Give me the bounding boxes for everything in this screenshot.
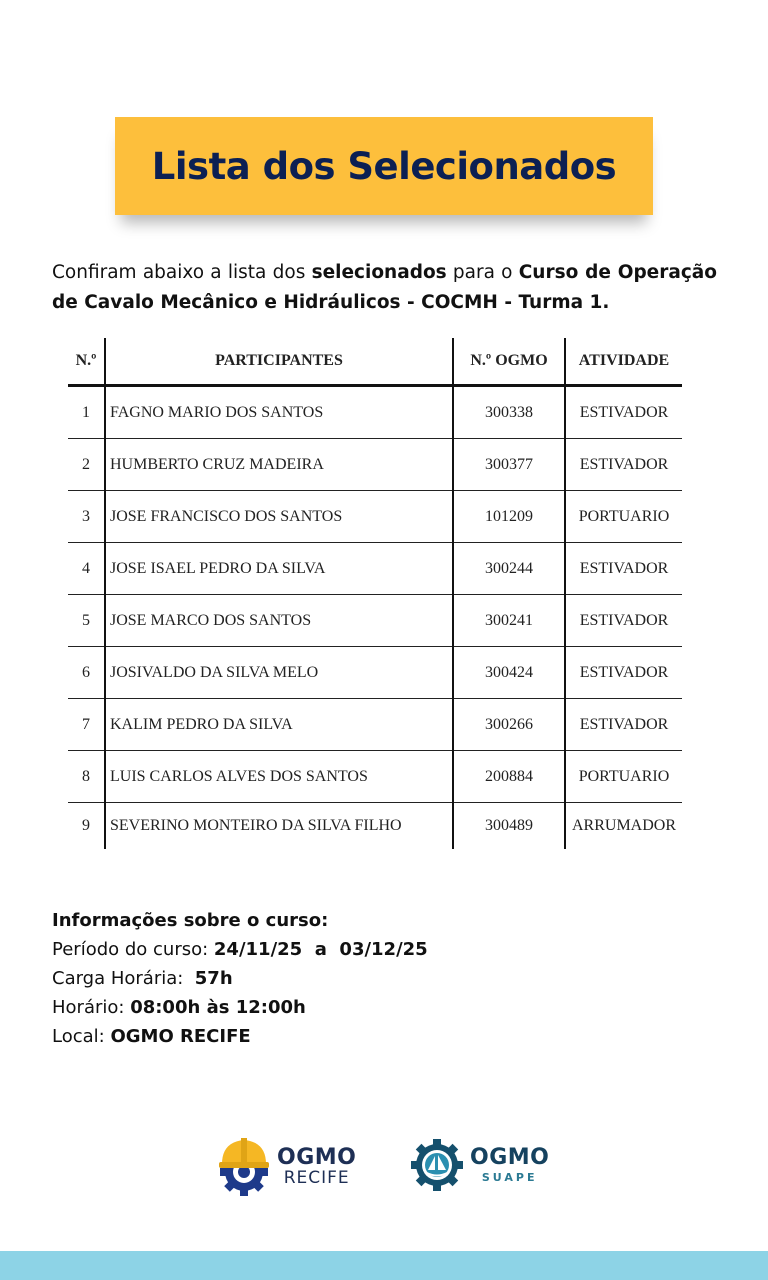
row-name: KALIM PEDRO DA SILVA xyxy=(105,699,453,751)
row-num: 1 xyxy=(68,386,105,439)
ogmo-suape-sub: SUAPE xyxy=(481,1171,538,1184)
row-activity: ESTIVADOR xyxy=(565,595,682,647)
table-row xyxy=(68,751,682,803)
periodo-value: 24/11/25 a 03/12/25 xyxy=(213,939,428,960)
row-activity: PORTUARIO xyxy=(565,491,682,543)
table-row xyxy=(68,647,682,699)
row-activity: ESTIVADOR xyxy=(565,439,682,491)
header-participants: PARTICIPANTES xyxy=(105,338,453,386)
header-ogmo: N.º OGMO xyxy=(453,338,565,386)
horario-value: 08:00h às 12:00h xyxy=(130,997,306,1018)
participants-table xyxy=(68,338,682,849)
ogmo-suape-name: OGMO xyxy=(470,1145,550,1170)
row-name: SEVERINO MONTEIRO DA SILVA FILHO xyxy=(105,803,453,850)
ogmo-recife-wordmark xyxy=(277,1147,356,1187)
row-activity: PORTUARIO xyxy=(565,751,682,803)
row-name: HUMBERTO CRUZ MADEIRA xyxy=(105,439,453,491)
row-num: 2 xyxy=(68,439,105,491)
course-info xyxy=(52,906,428,1051)
table-row xyxy=(68,543,682,595)
table-row xyxy=(68,595,682,647)
ogmo-recife-logo xyxy=(217,1135,356,1199)
table-row xyxy=(68,699,682,751)
periodo-label: Período do curso: xyxy=(52,939,214,960)
header-activity: ATIVIDADE xyxy=(565,338,682,386)
row-num: 9 xyxy=(68,803,105,850)
info-heading: Informações sobre o curso: xyxy=(52,910,329,931)
intro-text-2: para o xyxy=(446,262,519,283)
table-row xyxy=(68,491,682,543)
intro-paragraph xyxy=(52,258,717,318)
intro-text-1: Confiram abaixo a lista dos xyxy=(52,262,312,283)
row-ogmo: 300489 xyxy=(453,803,565,850)
row-ogmo: 101209 xyxy=(453,491,565,543)
bottom-bar xyxy=(0,1251,768,1280)
carga-label: Carga Horária: xyxy=(52,968,195,989)
ogmo-suape-logo xyxy=(410,1135,549,1199)
ogmo-recife-sub: RECIFE xyxy=(283,1168,350,1188)
row-name: JOSE FRANCISCO DOS SANTOS xyxy=(105,491,453,543)
row-num: 5 xyxy=(68,595,105,647)
row-name: JOSE MARCO DOS SANTOS xyxy=(105,595,453,647)
row-num: 3 xyxy=(68,491,105,543)
row-num: 7 xyxy=(68,699,105,751)
row-name: JOSE ISAEL PEDRO DA SILVA xyxy=(105,543,453,595)
local-label: Local: xyxy=(52,1026,111,1047)
row-name: JOSIVALDO DA SILVA MELO xyxy=(105,647,453,699)
footer-logos xyxy=(0,1135,768,1205)
table-row xyxy=(68,386,682,439)
carga-value: 57h xyxy=(194,968,233,989)
hardhat-gear-icon xyxy=(217,1134,271,1201)
row-activity: ESTIVADOR xyxy=(565,386,682,439)
intro-course-name: Curso de Operação de Cavalo Mecânico e Hidráulicos - COCMH - Turma 1. xyxy=(52,262,717,313)
row-ogmo: 200884 xyxy=(453,751,565,803)
table-row xyxy=(68,439,682,491)
info-horario xyxy=(52,993,428,1022)
row-ogmo: 300244 xyxy=(453,543,565,595)
header-num: N.º xyxy=(68,338,105,386)
row-ogmo: 300338 xyxy=(453,386,565,439)
intro-selected: selecionados xyxy=(311,262,447,283)
row-name: FAGNO MARIO DOS SANTOS xyxy=(105,386,453,439)
info-carga xyxy=(52,964,428,993)
ogmo-suape-wordmark xyxy=(470,1147,549,1187)
ship-gear-icon xyxy=(410,1138,464,1197)
info-periodo xyxy=(52,935,428,964)
row-activity: ESTIVADOR xyxy=(565,699,682,751)
page-title: Lista dos Selecionados xyxy=(151,144,617,188)
table-header-row xyxy=(68,338,682,386)
row-num: 8 xyxy=(68,751,105,803)
row-ogmo: 300266 xyxy=(453,699,565,751)
row-num: 4 xyxy=(68,543,105,595)
row-num: 6 xyxy=(68,647,105,699)
row-name: LUIS CARLOS ALVES DOS SANTOS xyxy=(105,751,453,803)
row-activity: ESTIVADOR xyxy=(565,647,682,699)
row-activity: ESTIVADOR xyxy=(565,543,682,595)
info-local xyxy=(52,1022,428,1051)
row-activity: ARRUMADOR xyxy=(571,817,676,834)
table-row xyxy=(68,803,682,850)
horario-label: Horário: xyxy=(52,997,131,1018)
participants-table-wrapper xyxy=(68,338,682,849)
row-ogmo: 300377 xyxy=(453,439,565,491)
row-ogmo: 300241 xyxy=(453,595,565,647)
title-banner xyxy=(115,117,653,215)
local-value: OGMO RECIFE xyxy=(110,1026,251,1047)
ogmo-recife-name: OGMO xyxy=(277,1145,357,1170)
row-ogmo: 300424 xyxy=(453,647,565,699)
